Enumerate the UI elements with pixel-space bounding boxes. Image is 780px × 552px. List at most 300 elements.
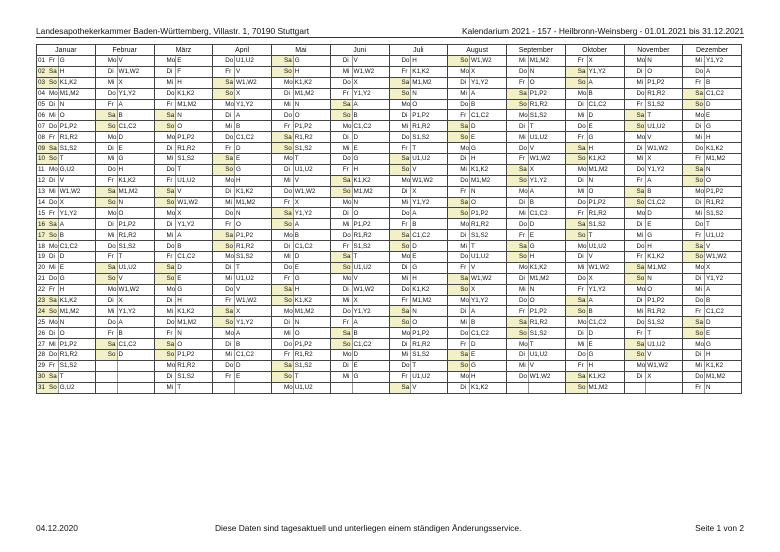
weekday: So xyxy=(460,209,468,217)
day-number xyxy=(507,350,519,361)
weekday: Do xyxy=(166,166,175,174)
weekday: Fr xyxy=(166,175,176,186)
weekday: So xyxy=(577,155,586,163)
pharmacy-codes: U1,U2 xyxy=(117,262,154,273)
day-number xyxy=(95,175,107,186)
pharmacy-codes: X xyxy=(293,197,330,208)
weekday: Sa xyxy=(166,188,175,196)
day-number xyxy=(330,175,342,186)
day-number xyxy=(213,208,225,219)
weekday: Sa xyxy=(284,133,292,141)
weekday: So xyxy=(49,231,57,239)
pharmacy-codes: W1,W2 xyxy=(117,66,154,77)
pharmacy-codes: A xyxy=(293,219,330,230)
day-number xyxy=(683,154,695,165)
weekday: Sa xyxy=(225,307,233,315)
pharmacy-codes: A xyxy=(587,295,624,306)
day-number xyxy=(272,56,284,67)
pharmacy-codes: S1,S2 xyxy=(235,252,272,263)
pharmacy-codes: K1,K2 xyxy=(176,306,213,317)
day-number xyxy=(272,230,284,241)
day-number xyxy=(565,110,577,121)
day-number xyxy=(565,317,577,328)
weekday: Mi xyxy=(166,230,176,241)
weekday: Mo xyxy=(49,90,58,98)
pharmacy-codes: M1,M2 xyxy=(58,306,95,317)
day-number xyxy=(154,317,166,328)
pharmacy-codes: W1,W2 xyxy=(235,77,272,88)
month-header-september: September xyxy=(507,45,566,56)
day-number xyxy=(95,143,107,154)
day-number xyxy=(213,317,225,328)
pharmacy-codes: N xyxy=(470,186,507,197)
weekday: Di xyxy=(459,230,469,241)
day-number xyxy=(154,66,166,77)
month-header-juni: Juni xyxy=(330,45,389,56)
weekday: Sa xyxy=(225,79,233,87)
day-number xyxy=(683,262,695,273)
pharmacy-codes: V xyxy=(117,56,154,67)
pharmacy-codes: N xyxy=(58,317,95,328)
weekday: Mo xyxy=(49,242,58,250)
day-number xyxy=(154,154,166,165)
weekday: Mi xyxy=(166,382,176,393)
weekday: Mo xyxy=(107,133,117,141)
weekday: So xyxy=(401,90,410,98)
pharmacy-codes: S1,S2 xyxy=(705,208,742,219)
pharmacy-codes: T xyxy=(58,154,95,165)
weekday: Fr xyxy=(283,197,293,208)
weekday: Fr xyxy=(636,99,646,110)
pharmacy-codes: H xyxy=(705,350,742,361)
pharmacy-codes: K1,K2 xyxy=(528,262,565,273)
weekday: Di xyxy=(518,350,528,361)
weekday: Do xyxy=(519,297,528,305)
day-number xyxy=(213,230,225,241)
day-number xyxy=(95,121,107,132)
weekday: Sa xyxy=(519,166,527,174)
day-row xyxy=(37,186,742,197)
weekday: Di xyxy=(459,306,469,317)
pharmacy-codes: B xyxy=(117,110,154,121)
weekday: Di xyxy=(224,262,234,273)
weekday: Di xyxy=(518,197,528,208)
weekday: Mo xyxy=(342,199,352,207)
pharmacy-codes: V xyxy=(117,273,154,284)
day-row xyxy=(37,88,742,99)
weekday: Mo xyxy=(342,351,352,359)
pharmacy-codes: P1,P2 xyxy=(58,121,95,132)
pharmacy-codes: U1,U2 xyxy=(411,154,448,165)
weekday: Fr xyxy=(342,88,352,99)
pharmacy-codes: U1,U2 xyxy=(646,339,683,350)
pharmacy-codes: H xyxy=(705,132,742,143)
day-number: 25 xyxy=(37,317,49,328)
day-number xyxy=(330,219,342,230)
pharmacy-codes: N xyxy=(411,306,448,317)
day-number xyxy=(154,284,166,295)
pharmacy-codes: V xyxy=(235,66,272,77)
pharmacy-codes: K1,K2 xyxy=(293,295,330,306)
day-number xyxy=(213,197,225,208)
weekday: Mo xyxy=(284,384,293,392)
weekday: Fr xyxy=(636,328,646,339)
pharmacy-codes: Y1,Y2 xyxy=(352,306,389,317)
day-row xyxy=(37,110,742,121)
weekday: Fr xyxy=(166,252,176,263)
weekday: Mo xyxy=(519,188,528,196)
day-number xyxy=(389,154,401,165)
pharmacy-codes: U1,U2 xyxy=(235,273,272,284)
weekday: Sa xyxy=(401,307,410,315)
weekday: Mo xyxy=(284,307,293,315)
pharmacy-codes: G xyxy=(235,164,272,175)
pharmacy-codes: V xyxy=(176,186,213,197)
weekday: Mo xyxy=(225,329,234,337)
pharmacy-codes: B xyxy=(470,99,507,110)
day-number xyxy=(95,99,107,110)
day-number xyxy=(507,121,519,132)
weekday: Di xyxy=(459,77,469,88)
pharmacy-codes: C1,C2 xyxy=(235,132,272,143)
day-number xyxy=(448,219,460,230)
day-row xyxy=(37,175,742,186)
weekday: Mi xyxy=(694,284,704,295)
pharmacy-codes: R1,R2 xyxy=(528,317,565,328)
day-number xyxy=(624,132,636,143)
pharmacy-codes: V xyxy=(528,360,565,371)
day-number: 16 xyxy=(37,219,49,230)
weekday: Mo xyxy=(636,57,646,65)
pharmacy-codes: R1,R2 xyxy=(411,121,448,132)
pharmacy-codes: M1,M2 xyxy=(176,317,213,328)
day-number xyxy=(272,360,284,371)
weekday: Mi xyxy=(577,262,587,273)
day-number xyxy=(507,77,519,88)
day-number xyxy=(565,262,577,273)
weekday: Sa xyxy=(107,111,116,119)
pharmacy-codes: A xyxy=(470,88,507,99)
day-number xyxy=(624,56,636,67)
pharmacy-codes: S1,S2 xyxy=(587,219,624,230)
day-number xyxy=(213,154,225,165)
weekday: Mi xyxy=(518,132,528,143)
pharmacy-codes: K1,K2 xyxy=(705,143,742,154)
day-number xyxy=(683,252,695,263)
weekday: Di xyxy=(694,197,704,208)
pharmacy-codes: K1,K2 xyxy=(411,284,448,295)
day-number xyxy=(154,371,166,382)
pharmacy-codes: O xyxy=(58,328,95,339)
day-number xyxy=(389,241,401,252)
weekday: Fr xyxy=(107,99,117,110)
day-number xyxy=(683,241,695,252)
day-number xyxy=(330,317,342,328)
day-number xyxy=(95,252,107,263)
pharmacy-codes: G xyxy=(293,273,330,284)
pharmacy-codes: K1,K2 xyxy=(411,66,448,77)
day-number xyxy=(389,360,401,371)
pharmacy-codes: W1,W2 xyxy=(235,295,272,306)
day-number xyxy=(389,175,401,186)
pharmacy-codes: P1,P2 xyxy=(646,295,683,306)
pharmacy-codes: W1,W2 xyxy=(587,262,624,273)
pharmacy-codes: X xyxy=(352,77,389,88)
day-number xyxy=(330,371,342,382)
pharmacy-codes: V xyxy=(470,262,507,273)
day-row xyxy=(37,143,742,154)
weekday: So xyxy=(460,57,468,65)
weekday: Fr xyxy=(48,360,58,371)
weekday: Mo xyxy=(636,133,646,141)
pharmacy-codes: O xyxy=(235,219,272,230)
pharmacy-codes: B xyxy=(587,306,624,317)
pharmacy-codes: K1,K2 xyxy=(646,252,683,263)
day-number xyxy=(154,306,166,317)
weekday: Di xyxy=(636,143,646,154)
weekday: Sa xyxy=(460,351,468,359)
weekday: Mi xyxy=(48,110,58,121)
weekday: Mo xyxy=(636,209,646,217)
day-number xyxy=(448,56,460,67)
pharmacy-codes: U1,U2 xyxy=(411,371,448,382)
pharmacy-codes: B xyxy=(646,186,683,197)
pharmacy-codes: G xyxy=(293,56,330,67)
weekday: Do xyxy=(225,57,234,65)
weekday: So xyxy=(401,166,410,174)
pharmacy-codes: S1,S2 xyxy=(470,230,507,241)
footer-page-number: Seite 1 von 2 xyxy=(695,523,744,533)
weekday: Do xyxy=(519,144,528,152)
day-number xyxy=(565,371,577,382)
weekday: Do xyxy=(401,133,410,141)
weekday: Fr xyxy=(459,339,469,350)
day-number xyxy=(448,252,460,263)
pharmacy-codes: U1,U2 xyxy=(176,175,213,186)
day-number xyxy=(683,219,695,230)
weekday: Mo xyxy=(166,209,176,217)
weekday: Mo xyxy=(225,101,234,108)
pharmacy-codes: A xyxy=(235,328,272,339)
day-number xyxy=(272,186,284,197)
pharmacy-codes: G,U2 xyxy=(58,164,95,175)
day-number xyxy=(565,56,577,67)
pharmacy-codes: S1,S2 xyxy=(58,360,95,371)
weekday: Fr xyxy=(48,284,58,295)
pharmacy-codes: R1,R2 xyxy=(470,219,507,230)
day-number xyxy=(95,219,107,230)
pharmacy-codes: D xyxy=(176,262,213,273)
pharmacy-codes xyxy=(352,382,389,393)
pharmacy-codes xyxy=(646,382,683,393)
weekday: Sa xyxy=(519,318,527,326)
weekday: Sa xyxy=(636,188,645,196)
weekday: Di xyxy=(694,273,704,284)
pharmacy-codes: E xyxy=(470,132,507,143)
day-number xyxy=(95,164,107,175)
pharmacy-codes: N xyxy=(646,56,683,67)
day-number xyxy=(389,197,401,208)
pharmacy-codes: N xyxy=(293,317,330,328)
weekday: Mo xyxy=(460,373,469,381)
weekday: Do xyxy=(107,90,116,98)
day-number xyxy=(272,241,284,252)
day-number xyxy=(448,295,460,306)
pharmacy-codes: D xyxy=(705,99,742,110)
pharmacy-codes: P1,P2 xyxy=(528,88,565,99)
weekday: Mi xyxy=(342,295,352,306)
day-number xyxy=(154,110,166,121)
day-number xyxy=(507,66,519,77)
pharmacy-codes: S1,S2 xyxy=(646,317,683,328)
pharmacy-codes: A xyxy=(352,317,389,328)
weekday: Do xyxy=(460,177,469,185)
day-number xyxy=(389,66,401,77)
day-number xyxy=(154,164,166,175)
pharmacy-codes: X xyxy=(470,284,507,295)
pharmacy-codes: O xyxy=(176,121,213,132)
pharmacy-codes: N xyxy=(58,99,95,110)
weekday: Do xyxy=(636,166,645,174)
weekday: Mo xyxy=(49,318,58,326)
day-number xyxy=(213,88,225,99)
weekday: Do xyxy=(49,199,58,207)
pharmacy-codes: G xyxy=(352,371,389,382)
pharmacy-codes: R1,R2 xyxy=(411,339,448,350)
day-number xyxy=(624,77,636,88)
day-number: 31 xyxy=(37,382,49,393)
weekday: Mo xyxy=(519,111,528,119)
day-number xyxy=(330,132,342,143)
weekday: Fr xyxy=(518,154,528,165)
day-number xyxy=(154,262,166,273)
pharmacy-codes: T xyxy=(58,371,95,382)
weekday: Mo xyxy=(519,264,528,272)
day-row xyxy=(37,339,742,350)
weekday: Do xyxy=(284,188,293,196)
weekday: So xyxy=(342,111,351,119)
weekday: Mi xyxy=(459,164,469,175)
pharmacy-codes: E xyxy=(470,350,507,361)
day-row xyxy=(37,132,742,143)
day-number xyxy=(683,164,695,175)
day-row xyxy=(37,56,742,67)
pharmacy-codes: R1,R2 xyxy=(235,241,272,252)
weekday: Mi xyxy=(283,328,293,339)
weekday: Sa xyxy=(577,68,586,76)
pharmacy-codes: D xyxy=(587,328,624,339)
day-number xyxy=(448,241,460,252)
weekday: Di xyxy=(166,143,176,154)
weekday: Fr xyxy=(166,328,176,339)
day-number: 13 xyxy=(37,186,49,197)
weekday: Do xyxy=(225,362,234,370)
pharmacy-codes: C1,C2 xyxy=(58,241,95,252)
day-number xyxy=(213,295,225,306)
day-number xyxy=(389,262,401,273)
weekday: Mo xyxy=(695,188,704,196)
day-number: 05 xyxy=(37,99,49,110)
day-row xyxy=(37,382,742,393)
weekday: Sa xyxy=(401,384,410,392)
pharmacy-codes: N xyxy=(587,175,624,186)
pharmacy-codes: D xyxy=(235,143,272,154)
day-number xyxy=(154,339,166,350)
day-number xyxy=(507,208,519,219)
weekday: So xyxy=(460,362,468,370)
weekday: Mo xyxy=(284,155,293,163)
day-number xyxy=(624,317,636,328)
day-number: 14 xyxy=(37,197,49,208)
pharmacy-codes: N xyxy=(176,328,213,339)
day-number xyxy=(507,175,519,186)
pharmacy-codes: M1,M2 xyxy=(587,164,624,175)
pharmacy-codes: Y1,Y2 xyxy=(411,197,448,208)
day-number xyxy=(213,328,225,339)
weekday: Mo xyxy=(166,57,176,65)
pharmacy-codes: G xyxy=(470,143,507,154)
weekday: So xyxy=(519,329,527,337)
day-row xyxy=(37,241,742,252)
weekday: Fr xyxy=(166,99,176,110)
day-number xyxy=(565,273,577,284)
weekday: Mo xyxy=(401,177,411,185)
day-number xyxy=(389,317,401,328)
pharmacy-codes: T xyxy=(352,252,389,263)
month-header-august: August xyxy=(448,45,507,56)
day-number xyxy=(330,208,342,219)
day-number xyxy=(565,197,577,208)
weekday: Do xyxy=(401,57,410,65)
day-number xyxy=(389,273,401,284)
weekday: Mo xyxy=(166,362,176,370)
day-number xyxy=(154,208,166,219)
day-number xyxy=(507,371,519,382)
pharmacy-codes: O xyxy=(528,77,565,88)
pharmacy-codes: E xyxy=(352,143,389,154)
weekday: Sa xyxy=(284,57,292,65)
weekday: So xyxy=(342,188,351,196)
weekday: Mi xyxy=(694,132,704,143)
weekday: So xyxy=(342,340,351,348)
weekday: Fr xyxy=(283,273,293,284)
pharmacy-codes: P1,P2 xyxy=(235,230,272,241)
pharmacy-codes: R1,R2 xyxy=(58,350,95,361)
weekday: Do xyxy=(695,68,704,76)
day-number xyxy=(565,175,577,186)
pharmacy-codes: X xyxy=(176,208,213,219)
weekday: Sa xyxy=(225,231,233,239)
pharmacy-codes: M1,M2 xyxy=(293,88,330,99)
pharmacy-codes: C1,C2 xyxy=(117,339,154,350)
day-number xyxy=(448,66,460,77)
pharmacy-codes: G xyxy=(587,350,624,361)
weekday: Sa xyxy=(401,79,410,87)
weekday: Mi xyxy=(107,154,117,165)
day-number xyxy=(154,295,166,306)
day-number xyxy=(95,306,107,317)
pharmacy-codes: X xyxy=(117,295,154,306)
pharmacy-codes: S1,S2 xyxy=(528,110,565,121)
day-number xyxy=(154,121,166,132)
day-number xyxy=(507,328,519,339)
pharmacy-codes: X xyxy=(587,56,624,67)
pharmacy-codes: H xyxy=(470,371,507,382)
weekday: Fr xyxy=(518,77,528,88)
weekday: Mo xyxy=(695,264,704,272)
day-number xyxy=(330,88,342,99)
pharmacy-codes: N xyxy=(293,99,330,110)
